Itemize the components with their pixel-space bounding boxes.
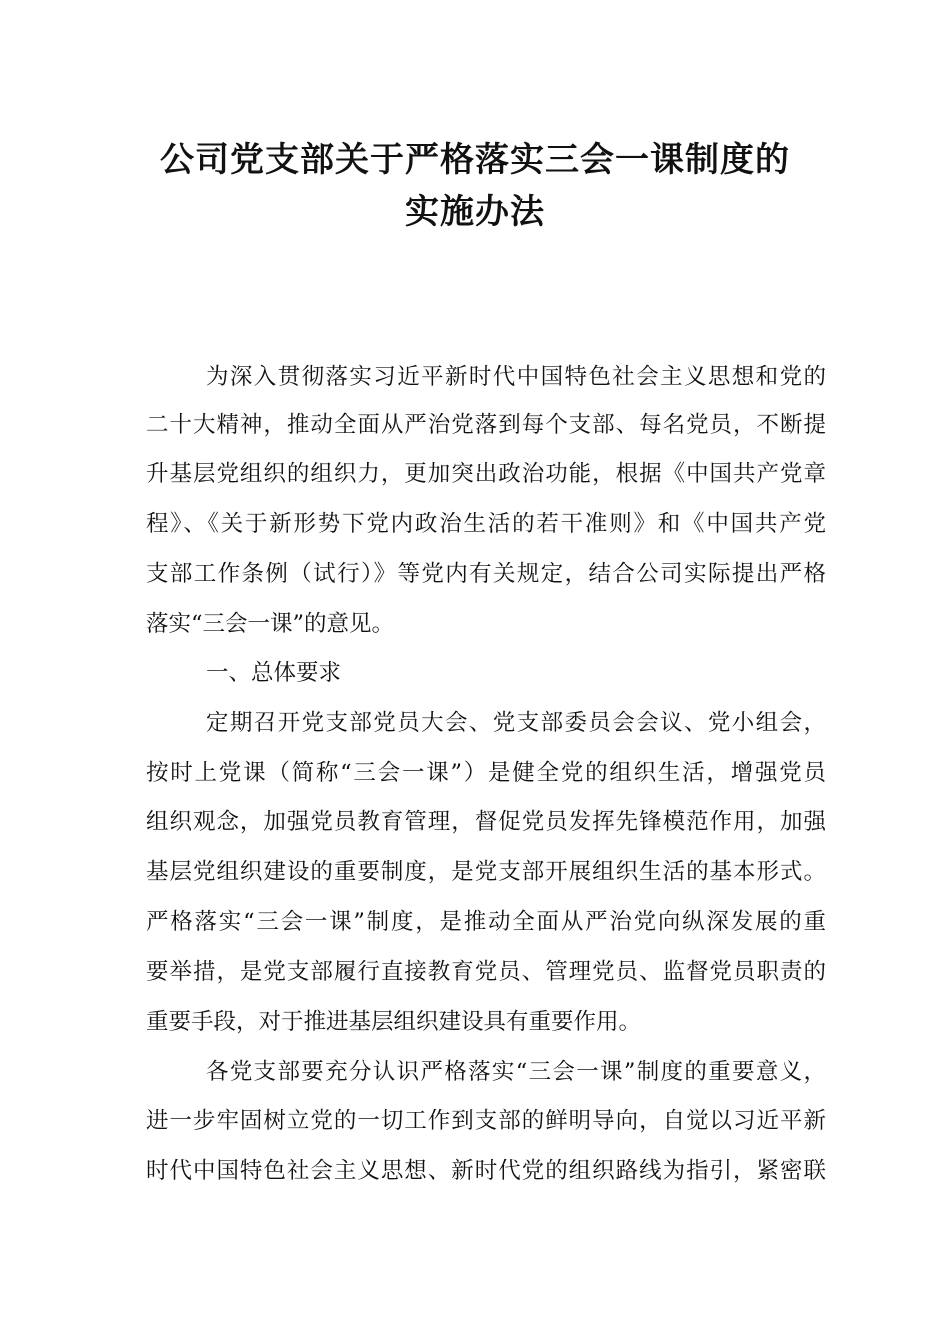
paragraph-3-line-3: 时代中国特色社会主义思想、新时代党的组织路线为指引，紧密联 <box>146 1158 826 1184</box>
paragraph-1-line-4: 程》、《关于新形势下党内政治生活的若干准则》和《中国共产党 <box>146 511 826 537</box>
paragraph-3-line-1: 各党支部要充分认识严格落实“三会一课”制度的重要意义， <box>206 1059 826 1085</box>
paragraph-3-line-2: 进一步牢固树立党的一切工作到支部的鲜明导向，自觉以习近平新 <box>146 1108 826 1134</box>
paragraph-1-line-6: 落实“三会一课”的意见。 <box>146 611 395 637</box>
paragraph-2-line-4: 基层党组织建设的重要制度，是党支部开展组织生活的基本形式。 <box>146 859 826 885</box>
paragraph-2-line-3: 组织观念，加强党员教育管理，督促党员发挥先锋模范作用，加强 <box>146 809 826 835</box>
paragraph-2-line-7: 重要手段，对于推进基层组织建设具有重要作用。 <box>146 1009 642 1035</box>
paragraph-2-line-1: 定期召开党支部党员大会、党支部委员会会议、党小组会， <box>206 710 826 736</box>
paragraph-1-line-2: 二十大精神，推动全面从严治党落到每个支部、每名党员，不断提 <box>146 412 826 438</box>
paragraph-1-line-3: 升基层党组织的组织力，更加突出政治功能，根据《中国共产党章 <box>146 461 826 487</box>
paragraph-1-line-1: 为深入贯彻落实习近平新时代中国特色社会主义思想和党的 <box>206 364 826 390</box>
paragraph-2-line-6: 要举措，是党支部履行直接教育党员、管理党员、监督党员职责的 <box>146 959 826 985</box>
document-title-line-2: 实施办法 <box>405 192 545 232</box>
paragraph-2-line-2: 按时上党课（简称“三会一课”）是健全党的组织生活，增强党员 <box>146 760 826 786</box>
section-heading-overall-requirements: 一、总体要求 <box>206 660 342 686</box>
document-title-line-1: 公司党支部关于严格落实三会一课制度的 <box>160 140 790 180</box>
paragraph-2-line-5: 严格落实“三会一课”制度，是推动全面从严治党向纵深发展的重 <box>146 909 826 935</box>
paragraph-1-line-5: 支部工作条例（试行）》等党内有关规定，结合公司实际提出严格 <box>146 561 826 587</box>
